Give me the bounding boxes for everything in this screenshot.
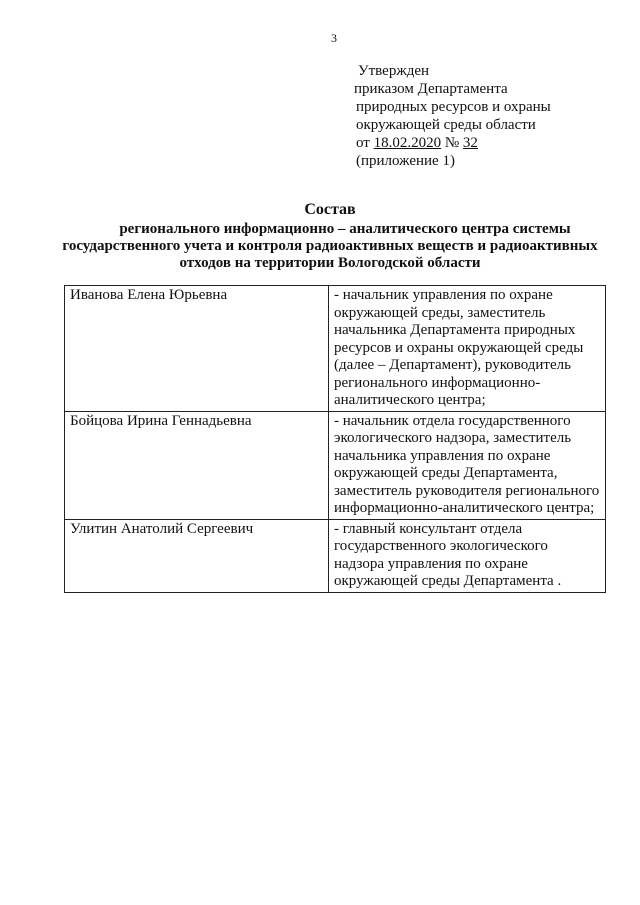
table-row [65, 411, 606, 519]
table-row [65, 519, 606, 592]
approval-date-line [346, 134, 551, 152]
heading-line: отходов на территории Вологодской области [179, 255, 481, 271]
table-row [65, 286, 606, 412]
approval-number: 32 [462, 135, 478, 151]
heading-line: регионального информационно – аналитического центра системы [119, 221, 571, 237]
page-number: 3 [331, 31, 337, 45]
approval-line: приказом Департамента [354, 81, 508, 97]
members-table [64, 285, 606, 593]
document-heading [40, 201, 620, 272]
approval-date: 18.02.2020 [373, 135, 442, 151]
member-role: - начальник управления по охране окружающей среды, заместитель начальника Департамента природных ресурсов и охраны окружающей среды (далее – Департамент), руководитель регионального информационно-аналитического центра; [329, 286, 606, 412]
member-role: - начальник отдела государственного экологического надзора, заместитель начальника управления по охране окружающей среды Департамента, заместитель руководителя регионального информационно-аналитического центра; [329, 411, 606, 519]
approval-line: окружающей среды области [356, 117, 536, 133]
member-name: Улитин Анатолий Сергеевич [65, 519, 329, 592]
heading-line: государственного учета и контроля радиоактивных веществ и радиоактивных [62, 238, 598, 254]
number-prefix: № [441, 135, 463, 151]
approval-line: природных ресурсов и охраны [356, 99, 551, 115]
member-name: Иванова Елена Юрьевна [65, 286, 329, 412]
member-role: - главный консультант отдела государственного экологического надзора управления по охране окружающей среды Департамента . [329, 519, 606, 592]
approval-stamp [346, 62, 551, 170]
approval-line: Утвержден [358, 63, 430, 79]
heading-title: Состав [304, 201, 356, 218]
member-name: Бойцова Ирина Геннадьевна [65, 411, 329, 519]
date-prefix: от [356, 135, 374, 151]
appendix-label: (приложение 1) [356, 153, 455, 169]
